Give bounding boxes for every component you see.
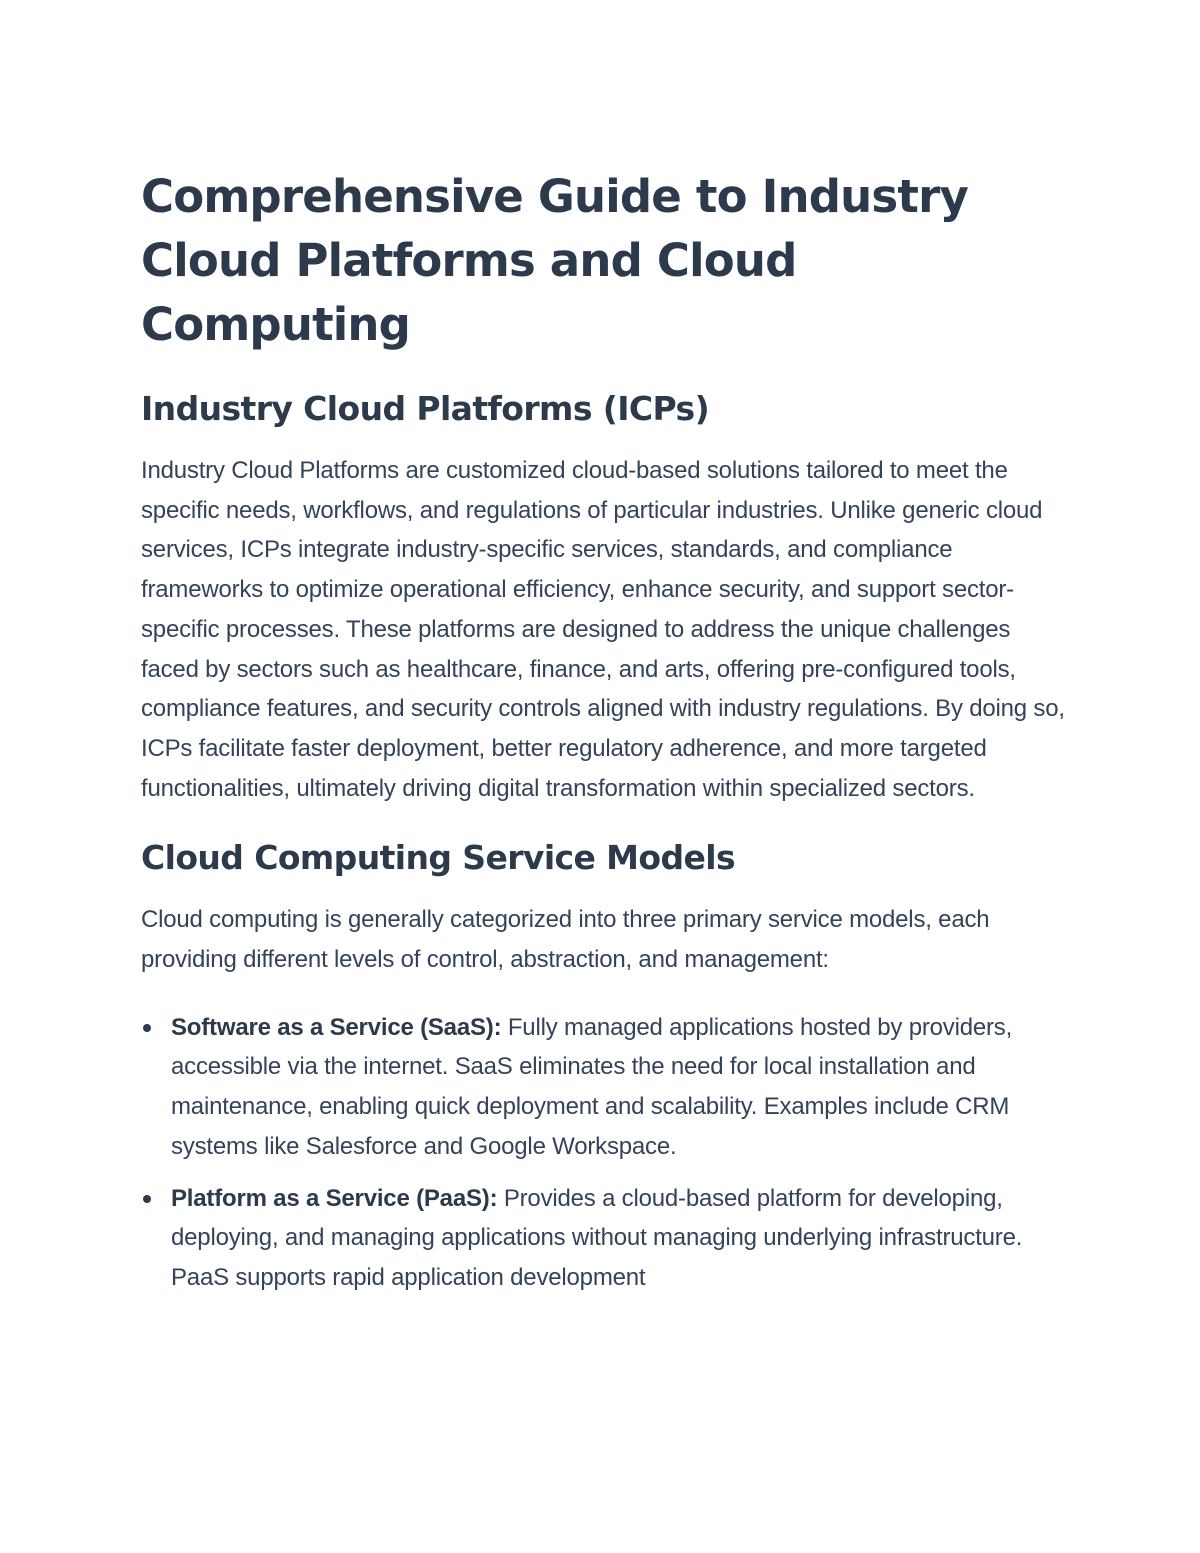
- section-icps: [141, 387, 1066, 808]
- section-service-models: [141, 836, 1066, 1297]
- section-heading-service-models: Cloud Computing Service Models: [141, 838, 736, 878]
- list-item-saas: [141, 1008, 1066, 1167]
- service-models-list: [141, 1008, 1066, 1298]
- section-heading-icps: Industry Cloud Platforms (ICPs): [141, 389, 710, 428]
- list-item-term: Software as a Service (SaaS):: [171, 1013, 502, 1041]
- list-item-paas: [141, 1179, 1066, 1298]
- list-item-term: Platform as a Service (PaaS):: [171, 1184, 498, 1212]
- list-item-text: Fully managed applications hosted by providers, accessible via the internet. SaaS eliminates the need for local installation and maintenance, enabling quick deployment and scalability. Examples include CRM systems like Salesforce and Google Workspace.: [171, 1013, 1013, 1160]
- document-page: [141, 165, 1066, 1310]
- bullet-icon: [143, 1024, 151, 1032]
- paragraph-service-models: Cloud computing is generally categorized into three primary service models, each providing different levels of control, abstraction, and management:: [141, 906, 990, 974]
- document-title: Comprehensive Guide to Industry Cloud Platforms and Cloud Computing: [141, 170, 969, 351]
- list-item-text: Provides a cloud-based platform for developing, deploying, and managing applications without managing underlying infrastructure. PaaS supports rapid application development: [171, 1184, 1023, 1291]
- bullet-icon: [143, 1195, 151, 1203]
- paragraph-icps: Industry Cloud Platforms are customized cloud-based solutions tailored to meet the specific needs, workflows, and regulations of particular industries. Unlike generic cloud services, ICPs integrate industry-specific services, standards, and compliance frameworks to optimize operational efficiency, enhance security, and support sector-specific processes. These platforms are designed to address the unique challenges faced by sectors such as healthcare, finance, and arts, offering pre-configured tools, compliance features, and security controls aligned with industry regulations. By doing so, ICPs facilitate faster deployment, better regulatory adherence, and more targeted functionalities, ultimately driving digital transformation within specialized sectors.: [141, 457, 1065, 802]
